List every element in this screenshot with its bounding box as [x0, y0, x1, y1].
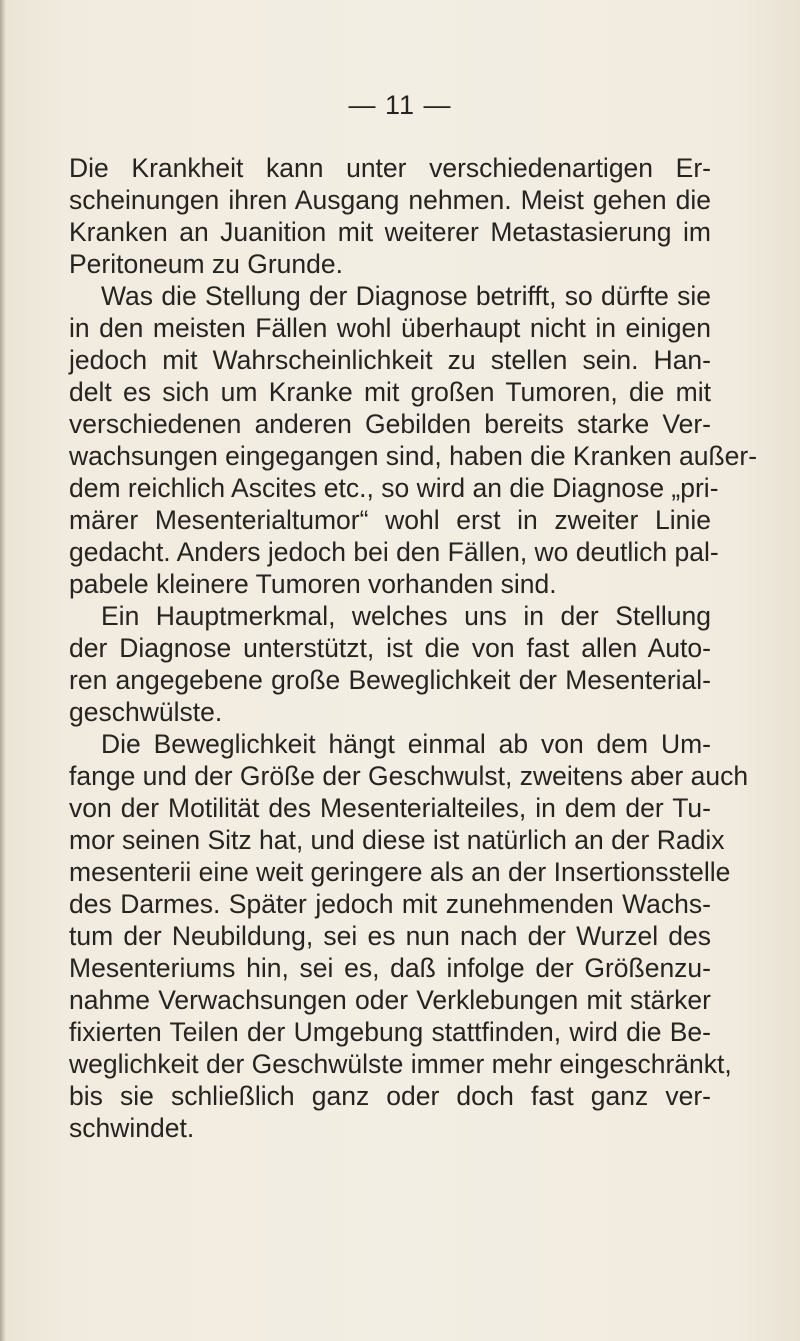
- text-line: Ein Hauptmerkmal, welches uns in der Stellung: [101, 601, 711, 631]
- page-number: — 11 —: [348, 90, 452, 120]
- text-line: bis sie schließlich ganz oder doch fast ganz ver-: [69, 1081, 711, 1111]
- text-line: scheinungen ihren Ausgang nehmen. Meist gehen die: [69, 185, 711, 215]
- text-line: pabele kleinere Tumoren vorhanden sind.: [69, 569, 557, 599]
- text-line: des Darmes. Später jedoch mit zunehmenden Wachs-: [69, 889, 711, 919]
- text-line: märer Mesenterialtumor“ wohl erst in zweiter Linie: [69, 505, 711, 535]
- text-line: delt es sich um Kranke mit großen Tumoren, die mit: [69, 377, 711, 407]
- text-line: tum der Neubildung, sei es nun nach der Wurzel des: [69, 921, 711, 951]
- text-line: geschwülste.: [69, 697, 223, 727]
- binding-shadow: [0, 0, 6, 1341]
- text-line: Was die Stellung der Diagnose betrifft, so dürfte sie: [101, 281, 711, 311]
- text-line: nahme Verwachsungen oder Verklebungen mit stärker: [69, 985, 711, 1015]
- text-line: wachsungen eingegangen sind, haben die Kranken außer-: [69, 441, 758, 471]
- text-line: gedacht. Anders jedoch bei den Fällen, wo deutlich pal-: [69, 537, 719, 567]
- text-line: mesenterii eine weit geringere als an der Insertionsstelle: [69, 857, 731, 887]
- text-line: Mesenteriums hin, sei es, daß infolge der Größenzu-: [69, 953, 711, 983]
- text-line: Peritoneum zu Grunde.: [69, 249, 343, 279]
- text-line: in den meisten Fällen wohl überhaupt nicht in einigen: [69, 313, 711, 343]
- text-line: ren angegebene große Beweglichkeit der Mesenterial-: [69, 665, 711, 695]
- text-line: jedoch mit Wahrscheinlichkeit zu stellen sein. Han-: [69, 345, 711, 375]
- text-line: weglichkeit der Geschwülste immer mehr eingeschränkt,: [69, 1049, 732, 1079]
- text-line: verschiedenen anderen Gebilden bereits starke Ver-: [69, 409, 711, 439]
- text-line: dem reichlich Ascites etc., so wird an die Diagnose „pri-: [69, 473, 719, 503]
- text-line: der Diagnose unterstützt, ist die von fast allen Auto-: [69, 633, 711, 663]
- text-line: mor seinen Sitz hat, und diese ist natürlich an der Radix: [69, 825, 725, 855]
- text-line: Die Krankheit kann unter verschiedenartigen Er-: [69, 153, 711, 183]
- text-line: von der Motilität des Mesenterialteiles, in dem der Tu-: [69, 793, 711, 823]
- text-line: fange und der Größe der Geschwulst, zweitens aber auch: [69, 761, 749, 791]
- text-line: Die Beweglichkeit hängt einmal ab von dem Um-: [101, 729, 711, 759]
- text-line: fixierten Teilen der Umgebung stattfinden, wird die Be-: [69, 1017, 711, 1047]
- text-line: Kranken an Juanition mit weiterer Metastasierung im: [69, 217, 711, 247]
- text-line: schwindet.: [69, 1113, 195, 1143]
